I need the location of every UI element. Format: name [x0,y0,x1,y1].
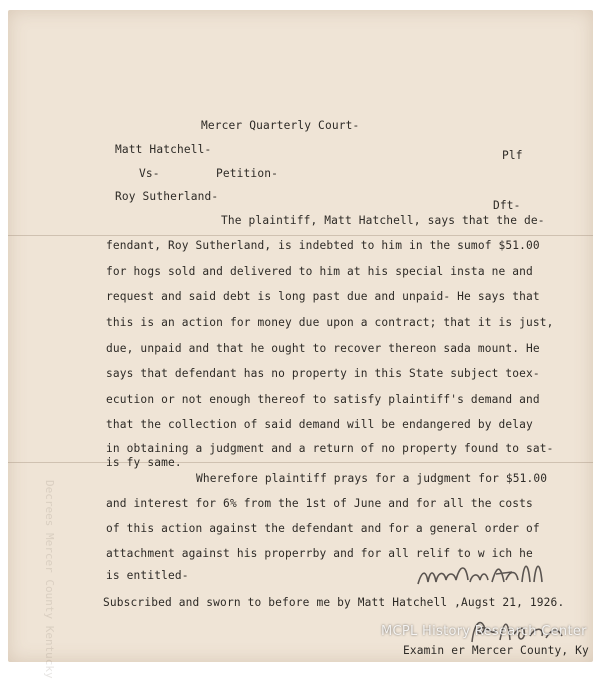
bleed-through-text: Decrees Mercer County Kentucky [43,480,56,679]
watermark: MCPL History Research Center [381,624,587,639]
prayer-line: is entitled- [106,569,189,582]
defendant-tag: Dft- [493,199,521,212]
subscribed-line: Subscribed and sworn to before me by Matt Hatchell ,Augst 21, 1926. [103,596,565,609]
signature-matt-hatchell [412,552,572,592]
body-line: request and said debt is long past due and unpaid- He says that [106,290,540,303]
prayer-line: of this action against the defendant and for a general order of [106,522,540,535]
body-line: The plaintiff, Matt Hatchell, says that the de- [221,214,545,227]
document-type: Petition- [216,167,278,180]
prayer-line: and interest for 6% from the 1st of June and for all the costs [106,497,533,510]
examiner-line: Examin er Mercer County, Ky [403,644,589,657]
body-line: in obtaining a judgment and a return of no property found to sat- [106,442,554,455]
body-line: that the collection of said demand will be endangered by delay [106,418,533,431]
body-line: fendant, Roy Sutherland, is indebted to him in the sumof $51.00 [106,239,540,252]
fold-line [8,462,593,463]
plaintiff-name: Matt Hatchell- [115,143,212,156]
body-line: says that defendant has no property in this State subject toex- [106,367,540,380]
plaintiff-tag: Plf [502,149,523,162]
body-line: is fy same. [106,456,182,469]
body-line: this is an action for money due upon a contract; that it is just, [106,316,554,329]
court-heading: Mercer Quarterly Court- [201,119,360,132]
prayer-line: attachment against his properrby and for all relif to w ich he [106,547,533,560]
body-line: for hogs sold and delivered to him at his special insta ne and [106,265,533,278]
versus-label: Vs- [139,167,160,180]
body-line: due, unpaid and that he ought to recover thereon sada mount. He [106,342,540,355]
defendant-name: Roy Sutherland- [115,190,219,203]
prayer-line: Wherefore plaintiff prays for a judgment for $51.00 [196,472,548,485]
body-line: ecution or not enough thereof to satisfy plaintiff's demand and [106,393,540,406]
fold-line [8,235,593,236]
